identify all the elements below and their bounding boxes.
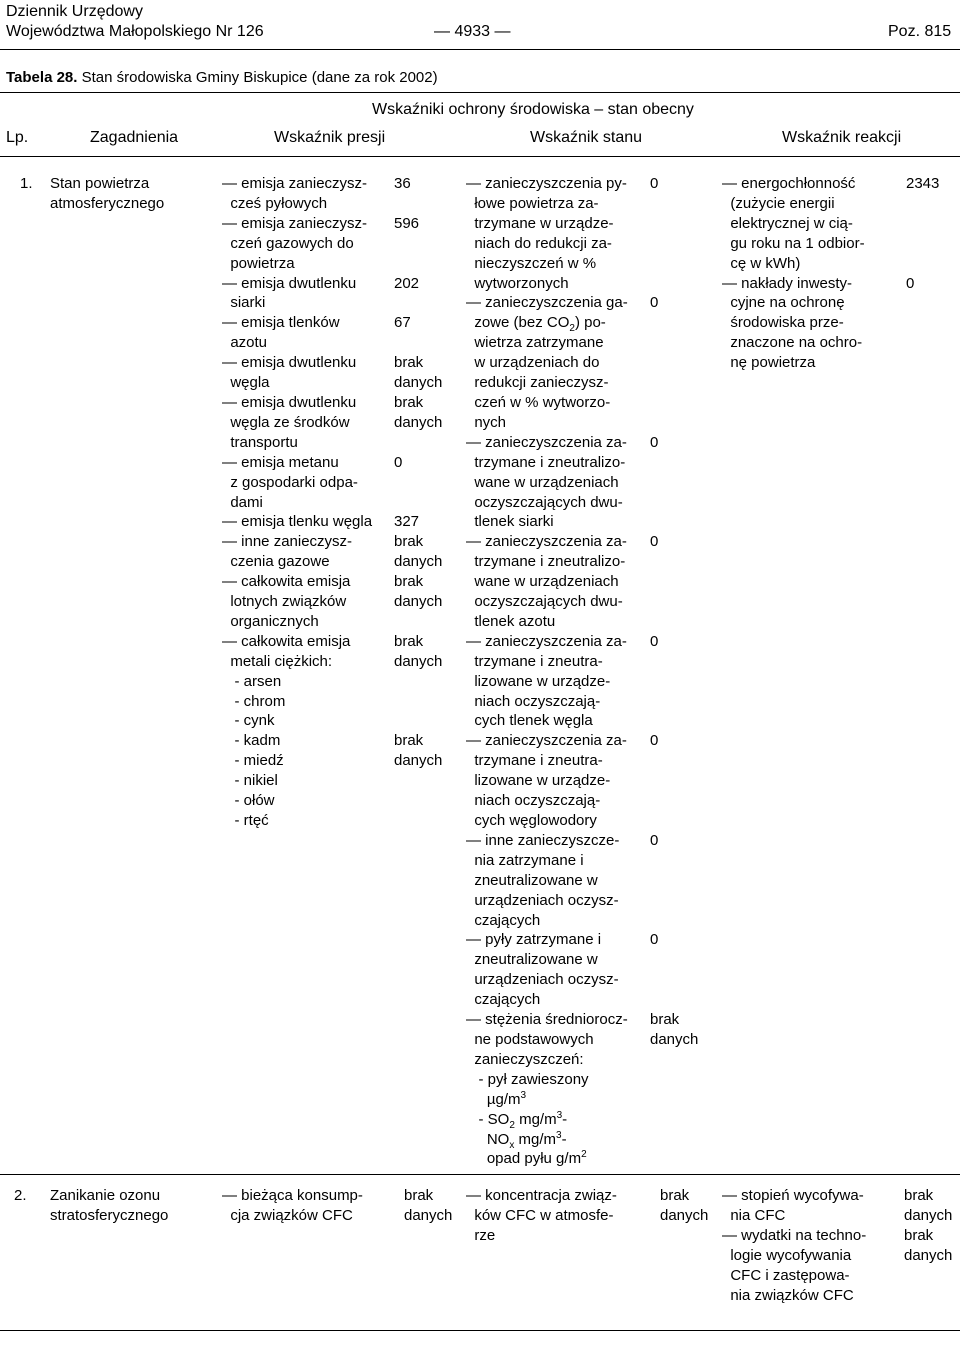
table-cell-value [650,254,698,274]
row1-stanu-values [650,174,698,1050]
table-cell-value: 327 [394,513,420,531]
table-cell-line: nia zatrzymane i [466,851,584,869]
table-cell-line: wane w urządzeniach [466,473,619,491]
table-cell-value: danych [404,1206,453,1224]
table-cell-value: danych [394,553,443,571]
table-cell-value [906,234,939,254]
table-cell-line: rze [466,1226,496,1244]
table-cell-line: tlenek siarki [466,513,554,531]
table-cell-line: — bieżąca konsump- [222,1187,363,1204]
table-cell-value: brak [650,1011,680,1029]
table-cell-line: nia związków CFC [722,1286,854,1304]
table-cell-line: lizowane w urządze- [466,772,611,790]
table-cell-line: - nikiel [222,772,278,790]
table-cell-value [906,194,939,214]
table-cell-line: CFC i zastępowa- [722,1266,850,1284]
table-cell-value: brak [904,1187,934,1204]
table-cell-line: nych [466,413,507,431]
table-cell-line: trzymane w urządze- [466,214,614,232]
table-cell-value: danych [394,593,443,611]
column-header-presji: Wskaźnik presji [274,129,386,146]
column-header-stanu: Wskaźnik stanu [530,129,643,146]
table-cell-line: w urządzeniach do [466,354,600,372]
table-cell-value [394,254,442,274]
table-cell-line: — stężenia średniorocz- [466,1011,628,1029]
row2-reakcji-values [904,1186,952,1266]
table-label: Tabela 28. [6,69,78,86]
table-cell-value [394,493,442,513]
table-cell-line: łowe powietrza za- [466,194,599,212]
table-cell-line: — emisja dwutlenku [222,393,357,411]
table-cell-value: 0 [650,831,659,849]
table-cell-line: czeń w % wytworzo- [466,393,611,411]
table-cell-line: zanieczyszczeń: [466,1050,584,1068]
table-cell-value [394,234,442,254]
table-cell-value [650,214,698,234]
table-cell-value: brak [394,354,424,372]
table-cell-line: — zanieczyszczenia za- [466,433,627,451]
table-cell-line: — emisja tlenku węgla [222,513,373,531]
table-cell-value: 0 [650,931,659,949]
table-cell-value [394,672,442,692]
table-cell-line: środowiska prze- [722,314,844,332]
table-cell-value: danych [660,1206,709,1224]
table-cell-value [650,572,698,592]
table-cell-line: — emisja zanieczysz- [222,175,368,192]
table-cell-line: lotnych związków [222,593,347,611]
table-bottom-rule [0,1330,960,1331]
table-cell-value: brak [394,573,424,591]
row2-zagadnienie: Zanikanie ozonu stratosferycznego [50,1187,169,1224]
table-cell-line: nę powietrza [722,354,816,372]
table-cell-value [906,254,939,274]
table-cell-value [394,293,442,313]
table-cell-value: danych [394,652,443,670]
table-cell-line: trzymane i zneutra- [466,752,603,770]
table-cell-line: urządzeniach oczysz- [466,971,619,989]
table-cell-value [394,692,442,712]
table-cell-line: — emisja metanu [222,453,339,471]
table-cell-value [906,214,939,234]
table-cell-value [650,911,698,931]
row2-lp: 2. [14,1187,27,1204]
table-cell-line: organicznych [222,612,319,630]
row1-stanu-list [466,174,628,1169]
page-number: — 4933 — [434,23,511,40]
table-cell-line: czających [466,991,541,1009]
table-cell-line: znaczone na ochro- [722,334,863,352]
table-cell-line: zneutralizowane w [466,951,598,969]
table-cell-value [394,194,442,214]
table-cell-line: czeń gazowych do [222,234,354,252]
table-cell-line: niach do redukcji za- [466,234,612,252]
row2-presji-values [404,1186,452,1226]
table-cell-line: lizowane w urządze- [466,672,611,690]
table-cell-value: 0 [906,274,915,292]
table-cell-line: - cynk [222,712,275,730]
table-cell-line: - arsen [222,672,282,690]
table-cell-value: brak [394,533,424,551]
table-cell-line: nia CFC [722,1206,786,1224]
row-separator [0,1174,960,1175]
table-cell-line: niach oczyszczają- [466,692,601,710]
table-cell-value [650,592,698,612]
table-cell-value: danych [904,1206,953,1224]
table-cell-line: cę w kWh) [722,254,801,272]
row1-reakcji-values [906,174,939,293]
table-cell-line: $NO_x$ $mg/m^3-$ [466,1129,567,1151]
table-cell-value [394,612,442,632]
table-cell-value [650,791,698,811]
table-cell-line: trzymane i zneutralizo- [466,553,626,571]
table-cell-value: danych [904,1246,953,1264]
table-cell-value: 0 [650,294,659,312]
table-cell-line: niach oczyszczają- [466,792,601,810]
table-cell-value: brak [394,393,424,411]
table-cell-value: danych [394,374,443,392]
table-cell-value: 67 [394,314,411,332]
table-cell-value: brak [394,732,424,750]
table-cell-value [650,552,698,572]
table-cell-value [394,711,442,731]
column-header-zagadnienia: Zagadnienia [90,129,179,146]
table-cell-value [650,672,698,692]
table-cell-line: zowe (bez $CO_2$) po- [466,314,606,335]
table-cell-line: cześ pyłowych [222,194,328,212]
table-cell-value [650,970,698,990]
table-cell-value: 0 [650,632,659,650]
table-cell-line: powietrza [222,254,295,272]
table-cell-line: trzymane i zneutralizo- [466,453,626,471]
table-title [6,69,438,87]
row1-reakcji-list [722,174,865,373]
column-header-reakcji: Wskaźnik reakcji [782,129,902,146]
table-cell-value [650,373,698,393]
table-cell-value: 0 [394,453,403,471]
table-cell-line: — pyły zatrzymane i [466,931,602,949]
table-cell-line: gu roku na 1 odbior- [722,234,865,252]
table-cell-value [650,194,698,214]
row1-zagadnienie: Stan powietrza atmosferycznego [50,175,165,212]
table-cell-value: 596 [394,214,420,232]
table-cell-value [650,393,698,413]
table-cell-line: - rtęć [222,812,269,829]
row1-presji-list [222,174,372,831]
row1-presji-values [394,174,442,771]
table-cell-value [394,433,442,453]
table-cell-line: — całkowita emisja [222,573,351,591]
header-rule [0,49,960,50]
table-cell-value [650,771,698,791]
table-cell-value: brak [404,1187,434,1204]
table-cell-value: danych [394,413,443,431]
table-cell-value [650,851,698,871]
table-cell-value [394,333,442,353]
journal-title: Dziennik Urzędowy [6,3,143,20]
table-cell-value [650,413,698,433]
table-cell-value [650,891,698,911]
table-cell-line: wietrza zatrzymane [466,334,604,352]
table-cell-line: - ołów [222,792,275,810]
table-cell-value [650,333,698,353]
table-cell-line: - $SO_2$ $mg/m^3-$ [466,1109,568,1131]
table-cell-value: danych [650,1030,699,1048]
table-cell-line: transportu [222,433,298,451]
table-cell-line: — zanieczyszczenia za- [466,632,627,650]
table-cell-value: danych [394,752,443,770]
table-cell-line: tlenek azotu [466,612,556,630]
row2-presji-list [222,1186,363,1226]
table-cell-value [650,652,698,672]
table-cell-line: ne podstawowych [466,1030,594,1048]
table-caption: Stan środowiska Gminy Biskupice (dane za rok 2002) [77,69,438,86]
table-cell-line: trzymane i zneutra- [466,652,603,670]
table-cell-value: brak [904,1226,934,1244]
table-cell-line: — inne zanieczyszcze- [466,831,620,849]
row2-stanu-list [466,1186,617,1246]
table-cell-line: metali ciężkich: [222,652,333,670]
table-cell-value [650,811,698,831]
table-cell-value [650,473,698,493]
table-cell-line: elektrycznej w cią- [722,214,853,232]
table-cell-line: oczyszczających dwu- [466,493,623,511]
table-cell-line: — nakłady inwesty- [722,274,853,292]
table-cell-line: azotu [222,334,268,352]
table-cell-value [650,751,698,771]
table-cell-line: węgla [222,374,270,392]
table-cell-value: brak [660,1187,690,1204]
table-cell-value [650,493,698,513]
table-cell-line: — emisja tlenków [222,314,340,332]
position-number: Poz. 815 [888,23,952,40]
table-cell-value [650,274,698,294]
table-cell-line: cych tlenek węgla [466,712,593,730]
table-cell-line: $\mu g/m^3$ [466,1089,527,1108]
column-group-header: Wskaźniki ochrony środowiska – stan obecny [372,101,694,118]
table-cell-value [650,234,698,254]
table-cell-line: nieczyszczeń w % [466,254,597,272]
table-cell-value [650,950,698,970]
table-cell-line: czających [466,911,541,929]
table-cell-value [394,473,442,493]
table-cell-line: — zanieczyszczenia za- [466,732,627,750]
table-cell-line: — emisja dwutlenku [222,354,357,372]
table-cell-line: wytworzonych [466,274,569,292]
header-bottom-rule [0,156,960,157]
journal-subtitle: Województwa Małopolskiego Nr 126 [6,23,264,40]
table-cell-line: — wydatki na techno- [722,1226,867,1244]
table-cell-line: oczyszczających dwu- [466,593,623,611]
row2-stanu-values [660,1186,708,1226]
table-cell-value [650,871,698,891]
table-cell-line: siarki [222,294,266,312]
table-cell-value [650,353,698,373]
table-cell-line: — zanieczyszczenia py- [466,175,627,192]
table-cell-value: 0 [650,732,659,750]
table-cell-line: — emisja zanieczysz- [222,214,368,232]
table-cell-line: - pył zawieszony [466,1070,589,1088]
table-cell-line: — energochłonność [722,175,856,192]
table-cell-line: dami [222,493,263,511]
table-cell-value: 36 [394,175,411,192]
table-top-rule [0,92,960,93]
column-header-lp: Lp. [6,129,29,146]
table-cell-value [650,453,698,473]
row2-reakcji-list [722,1186,866,1305]
table-cell-line: redukcji zanieczysz- [466,374,609,392]
table-cell-value [650,612,698,632]
table-cell-line: urządzeniach oczysz- [466,891,619,909]
table-cell-line: (zużycie energii [722,194,835,212]
table-cell-line: — zanieczyszczenia za- [466,533,627,551]
table-cell-line: cja związków CFC [222,1206,353,1224]
table-cell-line: - kadm [222,732,281,750]
table-cell-line: z gospodarki odpa- [222,473,358,491]
table-cell-line: logie wycofywania [722,1246,852,1264]
table-cell-line: — zanieczyszczenia ga- [466,294,628,312]
table-cell-line: cyjne na ochronę [722,294,845,312]
table-cell-value: 0 [650,175,659,192]
table-cell-line: cych węglowodory [466,812,597,829]
table-cell-value [650,512,698,532]
table-cell-line: węgla ze środków [222,413,350,431]
table-cell-value [650,692,698,712]
table-cell-line: wane w urządzeniach [466,573,619,591]
table-cell-value: brak [394,632,424,650]
table-cell-line: - chrom [222,692,286,710]
table-cell-line: opad pyłu $g/m^2$ [466,1149,587,1168]
table-cell-value [650,313,698,333]
table-cell-value: 202 [394,274,420,292]
table-cell-value: 0 [650,533,659,551]
table-cell-value: 2343 [906,175,940,192]
table-cell-line: — koncentracja związ- [466,1187,617,1204]
table-cell-value: 0 [650,433,659,451]
table-cell-value [650,711,698,731]
table-cell-line: czenia gazowe [222,553,330,571]
table-cell-line: ków CFC w atmosfe- [466,1206,614,1224]
table-cell-line: — emisja dwutlenku [222,274,357,292]
table-cell-line: - miedź [222,752,284,770]
row1-lp: 1. [20,175,33,192]
table-cell-line: — całkowita emisja [222,632,351,650]
table-cell-line: zneutralizowane w [466,871,598,889]
table-cell-line: — stopień wycofywa- [722,1187,864,1204]
table-cell-value [650,990,698,1010]
table-cell-line: — inne zanieczysz- [222,533,353,551]
